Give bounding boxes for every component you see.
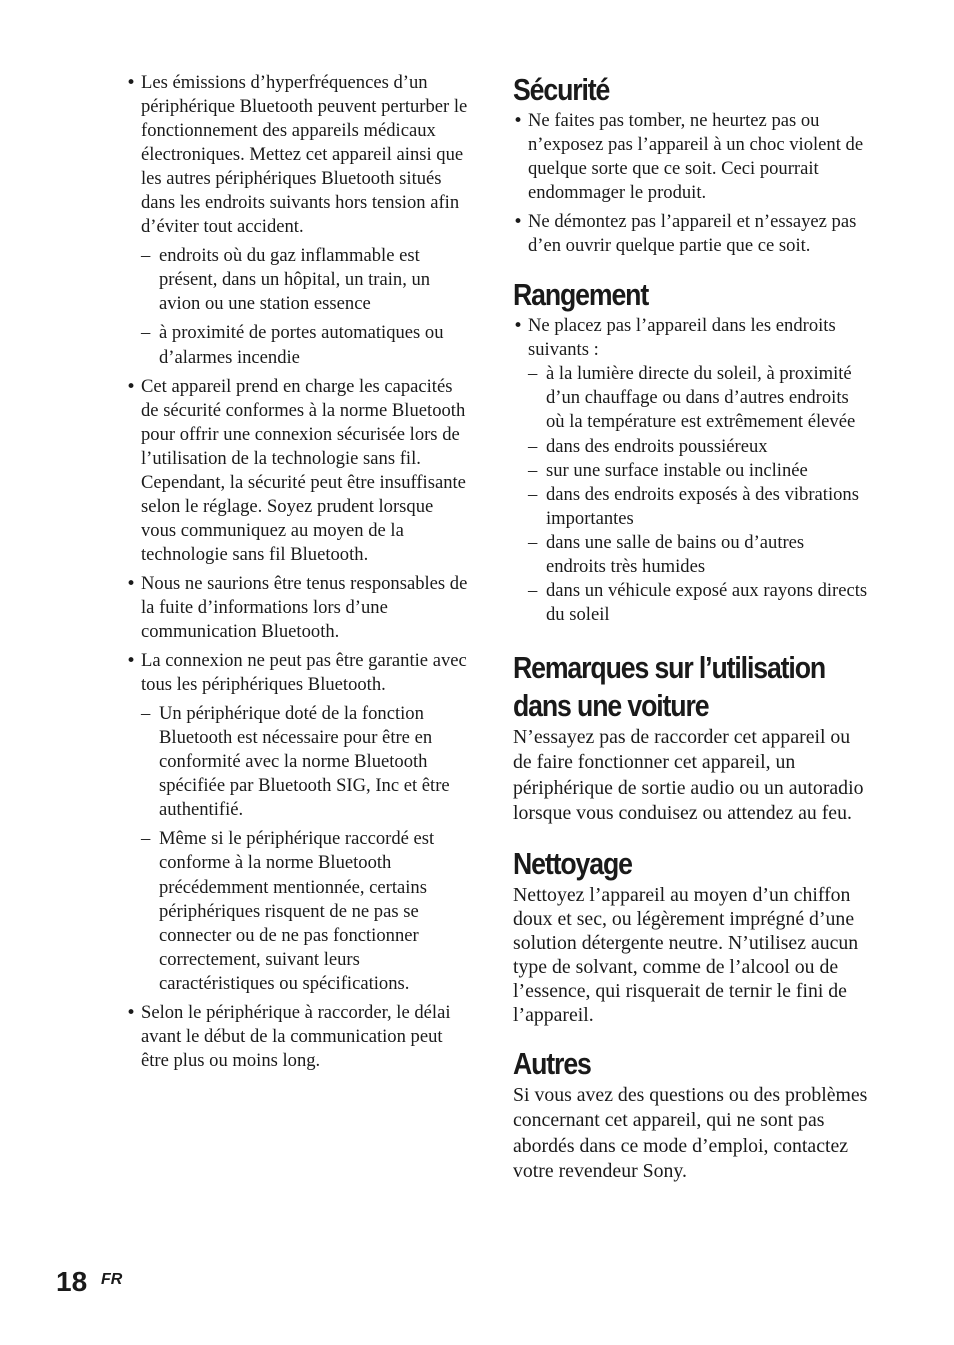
- heading-rangement: Rangement: [513, 277, 649, 313]
- dash-item-vibrations: – dans des endroits exposés à des vibrations importantes: [513, 483, 868, 531]
- heading-voiture-line2: dans une voiture: [513, 687, 709, 723]
- dash-item-automatic-doors: – à proximité de portes automatiques ou d’alarmes incendie: [126, 321, 471, 369]
- dash-item-unstable-surface: – sur une surface instable ou inclinée: [513, 459, 868, 483]
- dash-item-direct-sunlight: – à la lumière directe du soleil, à proximité d’un chauffage ou dans d’autres endroits où la température est extrêmement élevée: [513, 362, 868, 434]
- paragraph-voiture: N’essayez pas de raccorder cet appareil ou de faire fonctionner cet appareil, un périphérique de sortie audio ou un autoradio lorsque vous conduisez ou attendez au feu.: [513, 725, 864, 825]
- heading-nettoyage: Nettoyage: [513, 845, 632, 881]
- heading-voiture-line1: Remarques sur l’utilisation: [513, 649, 826, 685]
- page-number: 18: [56, 1266, 88, 1297]
- dash-item-vehicle-sun: – dans un véhicule exposé aux rayons directs du soleil: [513, 579, 868, 627]
- dash-item-bluetooth-sig: – Un périphérique doté de la fonction Bluetooth est nécessaire pour être en conformité avec la norme Bluetooth spécifiée par Bluetooth SIG, Inc et être authentifié.: [126, 702, 471, 822]
- bullet-security-capabilities: • Cet appareil prend en charge les capacités de sécurité conformes à la norme Bluetooth pour offrir une connexion sécurisée lors de l’utilisation de la technologie sans fil. Cependant, la sécurité peut être insuffisante selon le réglage. Soyez prudent lorsque vous communiquez au moyen de la technologie sans fil Bluetooth.: [126, 375, 471, 567]
- dash-item-humid: – dans une salle de bains ou d’autres endroits très humides: [513, 531, 868, 579]
- heading-autres: Autres: [513, 1045, 591, 1081]
- paragraph-nettoyage: Nettoyez l’appareil au moyen d’un chiffon doux et sec, ou légèrement imprégné d’une solution détergente neutre. N’utilisez aucun type de solvant, comme de l’alcool ou de l’essence, qui risquerait de ternir le fini de l’appareil.: [513, 883, 859, 1026]
- bullet-information-leak: • Nous ne saurions être tenus responsables de la fuite d’informations lors d’une communication Bluetooth.: [126, 572, 471, 644]
- bullet-no-disassemble: • Ne démontez pas l’appareil et n’essayez pas d’en ouvrir quelque partie que ce soit.: [513, 210, 868, 258]
- bullet-no-drop: • Ne faites pas tomber, ne heurtez pas ou n’exposez pas l’appareil à un choc violent de quelque sorte que ce soit. Ceci pourrait endommager le produit.: [513, 109, 868, 205]
- dash-item-dusty: – dans des endroits poussiéreux: [513, 435, 868, 459]
- bullet-connection-not-guaranteed: • La connexion ne peut pas être garantie avec tous les périphériques Bluetooth.: [126, 649, 471, 697]
- paragraph-autres: Si vous avez des questions ou des problèmes concernant cet appareil, qui ne sont pas abordés dans ce mode d’emploi, contactez votre revendeur Sony.: [513, 1083, 868, 1183]
- bullet-bluetooth-interference: • Les émissions d’hyperfréquences d’un périphérique Bluetooth peuvent perturber le fonctionnement des appareils médicaux électroniques. Mettez cet appareil ainsi que les autres périphériques Bluetooth situés dans les endroits suivants hors tension afin d’éviter tout accident.: [126, 71, 471, 239]
- left-column: [126, 71, 471, 1078]
- bullet-connection-delay: • Selon le périphérique à raccorder, le délai avant le début de la communication peut être plus ou moins long.: [126, 1001, 471, 1073]
- heading-securite: Sécurité: [513, 72, 610, 107]
- right-column: [513, 71, 868, 1185]
- bullet-storage-locations: • Ne placez pas l’appareil dans les endroits suivants :: [513, 314, 868, 362]
- dash-item-compatibility: – Même si le périphérique raccordé est conforme à la norme Bluetooth précédemment mentionnée, certains périphériques risquent de ne pas se connecter ou de ne pas fonctionner correctement, suivant leurs caractéristiques ou spécifications.: [126, 827, 471, 995]
- dash-item-flammable-gas: – endroits où du gaz inflammable est présent, dans un hôpital, un train, un avion ou une station essence: [126, 244, 471, 316]
- language-code: FR: [101, 1271, 123, 1288]
